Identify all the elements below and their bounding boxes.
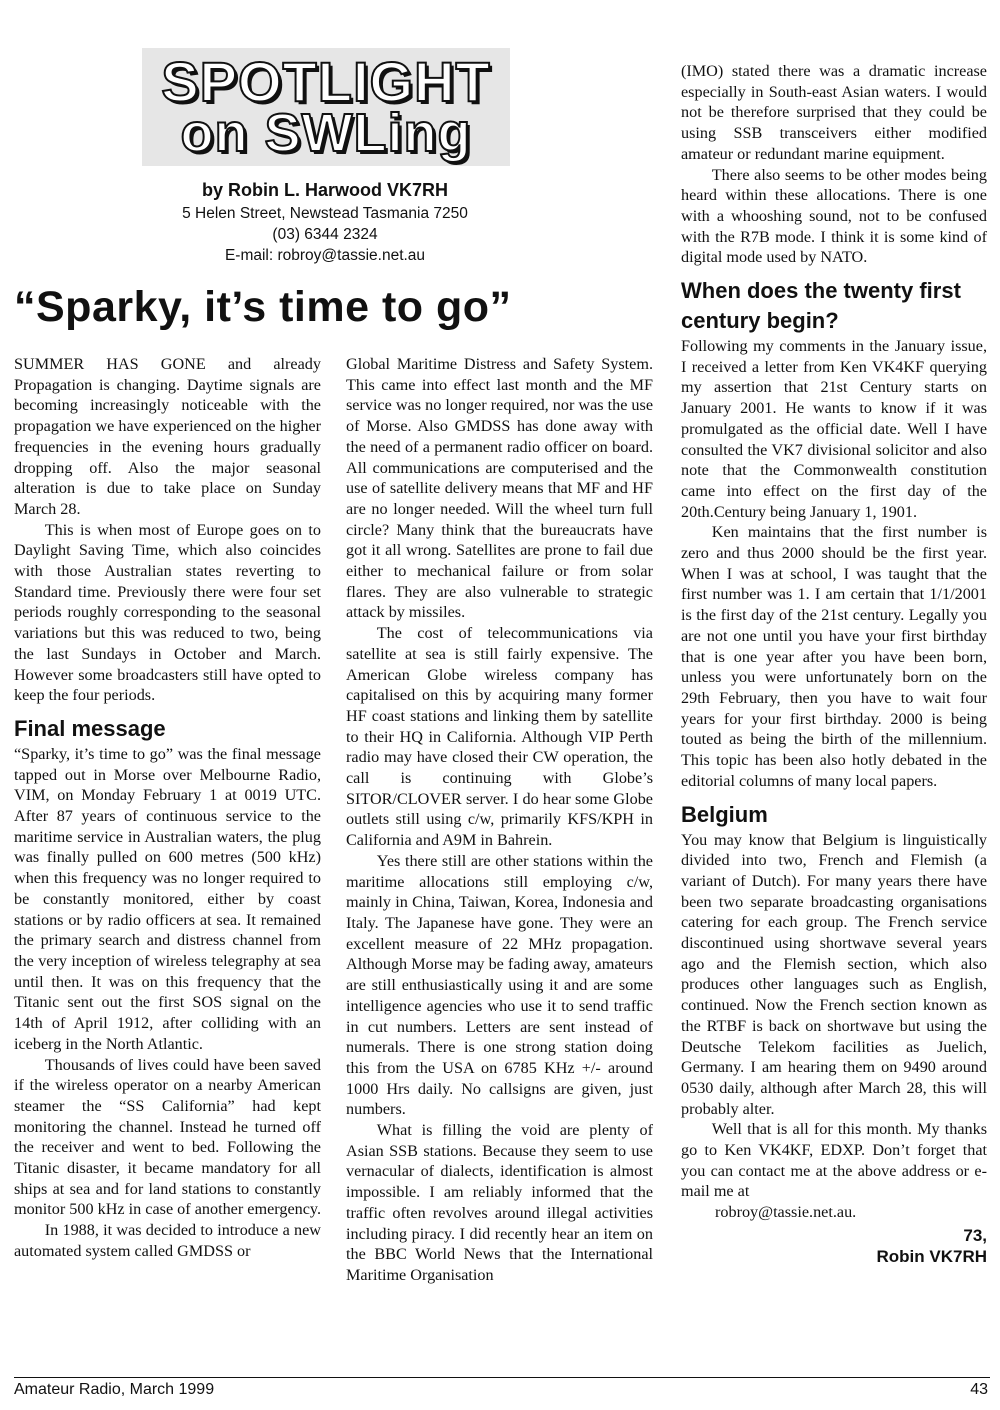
paragraph: Following my comments in the January issue, I received a letter from Ken VK4KF querying my assertion that 21st Century starts on January 2001. He wants to know if it was promulgated as the official date. Well I have consulted the VK7 divisional solicitor and also note that the Commonwealth constitution came into effect on the first day of the 20th.Century being January 1, 1901. [681, 337, 987, 521]
footer-rule [14, 1377, 990, 1378]
text-column-3 [681, 61, 987, 1267]
contact-email: robroy@tassie.net.au. [715, 1203, 857, 1222]
text-column-1 [14, 354, 321, 1262]
article-headline: “Sparky, it’s time to go” [14, 283, 512, 331]
column-logo [142, 48, 510, 166]
author-address: 5 Helen Street, Newstead Tasmania 7250 [182, 205, 468, 222]
paragraph: You may know that Belgium is linguistically divided into two, French and Flemish (a variant of Dutch). For many years there have been two separate broadcasting organisations catering for each group. The French service discontinued using shortwave several years ago and the Flemish section, which also produces other languages such as English, continued. Now the French section known as the RTBF is back on shortwave but using the Deutsche Telekom facilities as Juelich, Germany. I am hearing them on 9490 around 0530 daily, although after March 28, this will probably alter. [681, 830, 987, 1118]
paragraph: Well that is all for this month. My thanks go to Ken VK4KF, EDXP. Don’t forget that you can contact me at the above address or e-mail me at [681, 1120, 987, 1201]
paragraph: This is when most of Europe goes on to Daylight Saving Time, which also coincides with those Australian states reverting to Standard time. Previously there were four set periods roughly corresponding to the seasonal variations but this was reduced to two, being the last Sundays in October and March. However some broadcasters still have opted to keep the four periods. [14, 520, 321, 705]
logo-line-spotlight: SPOTLIGHT [161, 49, 491, 113]
author-name: by Robin L. Harwood VK7RH [201, 180, 448, 200]
paragraph: Thousands of lives could have been saved if the wireless operator on a nearby American steamer the “SS California” had kept monitoring the channel. Instead he turned off the receiver and went to bed. Following the Titanic disaster, it became mandatory for all ships at sea and for land stations to constantly monitor 500 kHz in case of another emergency. [14, 1055, 322, 1219]
logo-line-swling: on SWLing [180, 102, 472, 163]
footer-publication: Amateur Radio, March 1999 [14, 1381, 215, 1398]
paragraph: (IMO) stated there was a dramatic increase especially in South-east Asian waters. I would not be therefore surprised that they could be using SSB transceivers either modified amateur or redundant marine equipment. [681, 62, 987, 163]
paragraph: There also seems to be other modes being heard within these allocations. There is one with a whooshing sound, not to be confused with the R7B mode. I think it is some kind of digital mode used by NATO. [681, 165, 987, 267]
text-column-2 [346, 354, 653, 1286]
paragraph: The cost of telecommunications via satellite at sea is still fairly expensive. The American Globe wireless company has capitalised on this by acquiring many former HF coast stations and linking them by satellite to their HQ in California. Although VIP Perth radio may have closed their CW operation, the call is continuing with Globe’s SITOR/CLOVER server. I do hear some Globe outlets still using c/w, primarily KFS/KPH in California and A9M in Bahrein. [346, 624, 653, 850]
author-phone: (03) 6344 2324 [272, 226, 378, 243]
subheading-twenty-first-century: When does the twenty first century begin? [681, 278, 961, 334]
paragraph: Yes there still are other stations within the maritime allocations still employing c/w, mainly in China, Taiwan, Korea, Indonesia and Italy. The Japanese have gone. They were an excellent measure of 22 MHz propagation. Although Morse may be fading away, amateurs are still enthusiastically using it and are some intelligence agencies who use it to send traffic in cut numbers. Letters are sent instead of numerals. There is one strong station doing this from the USA on 6785 KHz +/- around 1000 Hrs daily. No callsigns are given, just numbers. [346, 851, 653, 1119]
byline [140, 178, 510, 266]
footer-page-number: 43 [970, 1381, 988, 1398]
signoff-name: Robin VK7RH [876, 1246, 987, 1266]
paragraph: Global Maritime Distress and Safety System. This came into effect last month and the MF service was no longer required, nor was the use of Morse. Also GMDSS has done away with the need of a permanent radio officer on board. All communications are computerised and the use of satellite delivery means that MF and HF are no longer needed. Will the wheel turn full circle? Many think that the bureaucrats have got it all wrong. Satellites are prone to fail due either to mechanical failure or from solar flares. They are also vulnerable to strategic attack by missiles. [346, 355, 654, 622]
paragraph: Ken maintains that the first number is zero and thus 2000 should be the first year. When I was at school, I was taught that the first number was 1. I am certain that 1/1/2001 is the first day of the 21st century. Legally you are not one until you have your first birthday that is one year after you have been born, unless you were unfortunately born on the 29th February, then you have to wait four years for your first birthday. 2000 is being touted as being the birth of the millennium. This topic has been also hotly debated in the editorial columns of many local papers. [681, 523, 987, 790]
subheading-final-message: Final message [14, 715, 166, 741]
paragraph: “Sparky, it’s time to go” was the final message tapped out in Morse over Melbourne Radio, VIM, on Monday February 1 at 0019 UTC. After 87 years of continuous service to the maritime service in Australian waters, the plug was finally pulled on 600 metres (500 kHz) when this frequency was no longer required to be constantly monitored, either by coast stations or by radio officers at sea. It remained the primary search and distress channel from the very inception of wireless telegraphy at sea until then. It was on this frequency that the Titanic sent out the first SOS signal on the 14th of April 1912, after colliding with an iceberg in the North Atlantic. [14, 744, 321, 1053]
paragraph: In 1988, it was decided to introduce a new automated system called GMDSS or [14, 1221, 321, 1260]
paragraph: What is filling the void are plenty of Asian SSB stations. Because they seem to use vernacular of dialects, identification is almost impossible. I am reliably informed that the traffic often revolves around illegal activities including piracy. I did recently hear an item on the BBC World News that the International Maritime Organisation [346, 1121, 653, 1284]
subheading-belgium: Belgium [681, 801, 768, 827]
paragraph: SUMMER HAS GONE and already Propagation is changing. Daytime signals are becoming increasingly noticeable with the propagation we have experienced on the higher frequencies in the evening hours gradually dropping off. Also the major seasonal alteration is due to take place on Sunday March 28. [14, 355, 321, 518]
author-email: E-mail: robroy@tassie.net.au [224, 247, 426, 264]
signoff-73: 73, [963, 1225, 987, 1245]
